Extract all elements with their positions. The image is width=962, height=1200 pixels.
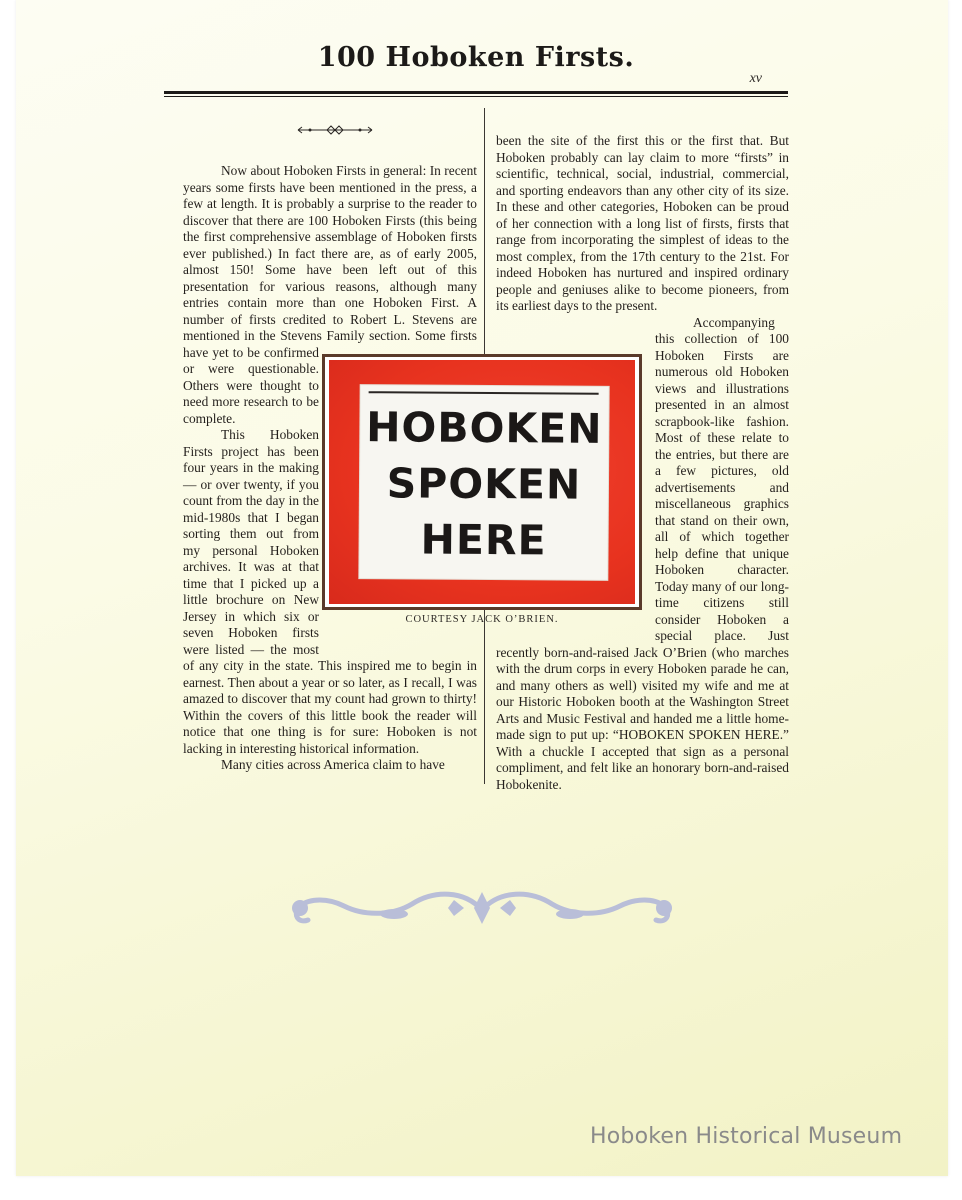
red-background (329, 360, 635, 604)
book-title: 100 Hoboken Firsts. (317, 42, 635, 73)
left-paragraph-1: Now about Hoboken Firsts in general: In recent years some firsts have been mentioned in the press, a few at length. It is probably a surprise to the reader to discover that there are 100 Hoboken Firsts (this being the first comprehensive assemblage of Hoboken firsts ever published.) In fact there are, as of early 2005, almost 150! Some have been left out of this presentation for various reasons, although many entries contain more than one Hoboken First. A number of firsts credited to Robert L. Stevens are mentioned in the Stevens Family section. Some firsts have yet to be confirmed or were questionable. Others were thought to need more research to be complete. (183, 163, 477, 426)
page-number: xv (749, 71, 762, 86)
ornament-icon (296, 124, 374, 136)
photo-caption: COURTESY JACK O’BRIEN. (405, 614, 559, 625)
right-paragraph-2: Accompanying this collection of 100 Hoboken Firsts are numerous old Hoboken views and illustrations presented in an almost scrapbook-like fashion. Most of these relate to the entries, but there are a few pictures, old advertisements and miscellaneous graphics that stand on their own, all of which together help define that unique Hoboken character. Today many of our long-time citizens still consider Hoboken a special place. Just recently born-and-raised Jack O’Brien (who marches with the drum corps in every Hoboken parade he can, and many others as well) visited my wife and me at our Historic Hoboken booth at the Washington Street Arts and Music Festival and handed me a little home-made sign to put up: “HOBOKEN SPOKEN HERE.” With a chuckle I accepted that sign as a personal compliment, and felt like an honorary born-and-raised Hobokenite. (496, 314, 789, 792)
sign-line-3: HERE (420, 515, 547, 565)
right-paragraph-1: been the site of the first this or the first that. But Hoboken probably can lay claim to more “firsts” in scientific, technical, social, industrial, commercial, and sporting endeavors than any other city of its size. In these and other categories, Hoboken can be proud of her connection with a long list of firsts, firsts that range from incorporating the simplest of ideas to the most complex, from the 17th century to the 21st. For indeed Hoboken has nurtured and inspired ordinary people and geniuses alike to become pioneers, from its earliest days to the present. (496, 133, 789, 313)
sign-line-2: SPOKEN (386, 459, 582, 509)
header-rule-thin (164, 96, 788, 97)
sign-card (359, 385, 608, 580)
museum-watermark: Hoboken Historical Museum (590, 1124, 903, 1149)
sign-photo (322, 354, 642, 625)
page-header (164, 36, 788, 100)
left-paragraph-3: Many cities across America claim to have (221, 757, 445, 772)
header-rule-thick (164, 91, 788, 94)
sign-line-1: HOBOKEN (366, 403, 603, 453)
sign-text (359, 399, 608, 569)
left-paragraph-2: This Hoboken Firsts project has been four years in the making — or over twenty, if you count from the day in the mid-1980s that I began sorting them out from my personal Hoboken archives. It was at that time that I picked up a little brochure on New Jersey in which six or seven Hoboken firsts were listed — the most of any city in the state. This inspired me to begin in earnest. Then about a year or so later, as I recall, I was amazed to discover that my count had grown to thirty! Within the covers of this little book the reader will notice that one thing is for sure: Hoboken is not lacking in interesting historical information. (183, 427, 477, 756)
photo-frame (322, 354, 642, 610)
flourish-icon (284, 884, 680, 930)
